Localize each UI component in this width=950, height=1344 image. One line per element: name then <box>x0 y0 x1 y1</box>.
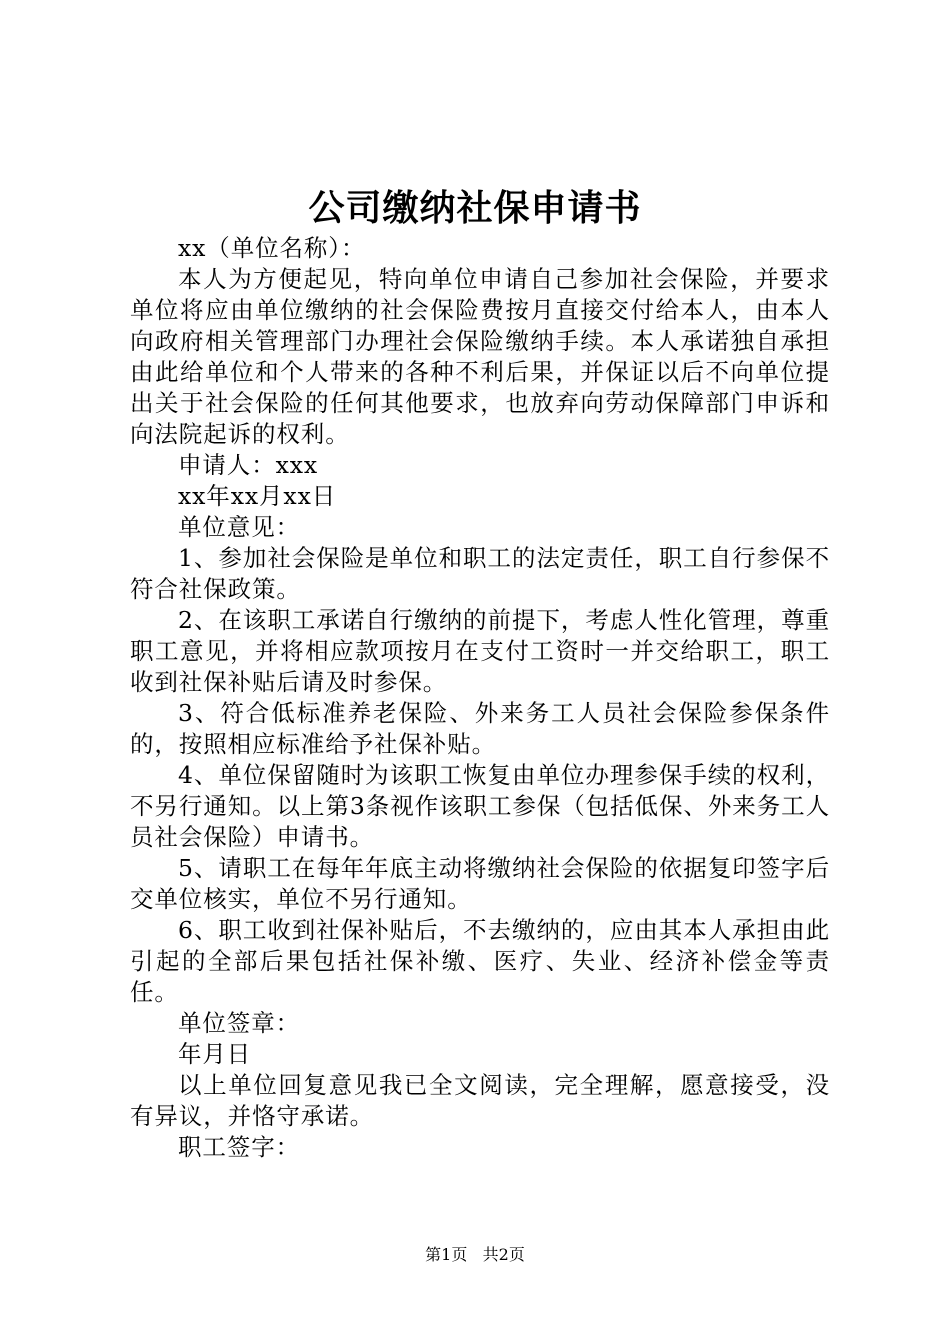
paragraph-unit-seal: 单位签章： <box>178 1009 300 1037</box>
paragraph-opinion-1: 1、参加社会保险是单位和职工的法定责任，职工自行参保不符合社保政策。 <box>130 544 830 603</box>
paragraph-applicant: 申请人：xxx <box>178 451 319 479</box>
paragraph-opinion-5: 5、请职工在每年年底主动将缴纳社会保险的依据复印签字后交单位核实，单位不另行通知。 <box>130 854 830 913</box>
paragraph-opinion-4: 4、单位保留随时为该职工恢复由单位办理参保手续的权利，不另行通知。以上第3条视作该职工参保（包括低保、外来务工人员社会保险）申请书。 <box>130 761 830 851</box>
paragraph-unit-opinion-heading: 单位意见： <box>178 513 300 541</box>
paragraph-employee-acknowledgement: 以上单位回复意见我已全文阅读，完全理解，愿意接受，没有异议，并恪守承诺。 <box>130 1071 830 1130</box>
paragraph-addressee: xx（单位名称）： <box>178 234 366 262</box>
paragraph-seal-date: 年月日 <box>178 1040 252 1068</box>
paragraph-employee-signature: 职工签字： <box>178 1133 300 1161</box>
page-number-separator <box>472 1245 477 1264</box>
paragraph-application: 本人为方便起见，特向单位申请自己参加社会保险，并要求单位将应由单位缴纳的社会保险费按月直接交付给本人，由本人向政府相关管理部门办理社会保险缴纳手续。本人承诺独自承担由此给单位和个人带来的各种不利后果，并保证以后不向单位提出关于社会保险的任何其他要求，也放弃向劳动保障部门申诉和向法院起诉的权利。 <box>130 265 830 448</box>
paragraph-opinion-3: 3、符合低标准养老保险、外来务工人员社会保险参保条件的，按照相应标准给予社保补贴。 <box>130 699 830 758</box>
paragraph-opinion-2: 2、在该职工承诺自行缴纳的前提下，考虑人性化管理，尊重职工意见，并将相应款项按月在支付工资时一并交给职工，职工收到社保补贴后请及时参保。 <box>130 606 830 696</box>
document-title: 公司缴纳社保申请书 <box>308 187 642 229</box>
page-number-current: 第1页 <box>425 1245 468 1264</box>
paragraph-opinion-6: 6、职工收到社保补贴后，不去缴纳的，应由其本人承担由此引起的全部后果包括社保补缴、医疗、失业、经济补偿金等责任。 <box>130 916 830 1006</box>
page-number-total: 共2页 <box>482 1245 525 1264</box>
document-body <box>130 233 830 1163</box>
page-footer <box>0 1244 950 1266</box>
paragraph-date: xx年xx月xx日 <box>178 482 337 510</box>
